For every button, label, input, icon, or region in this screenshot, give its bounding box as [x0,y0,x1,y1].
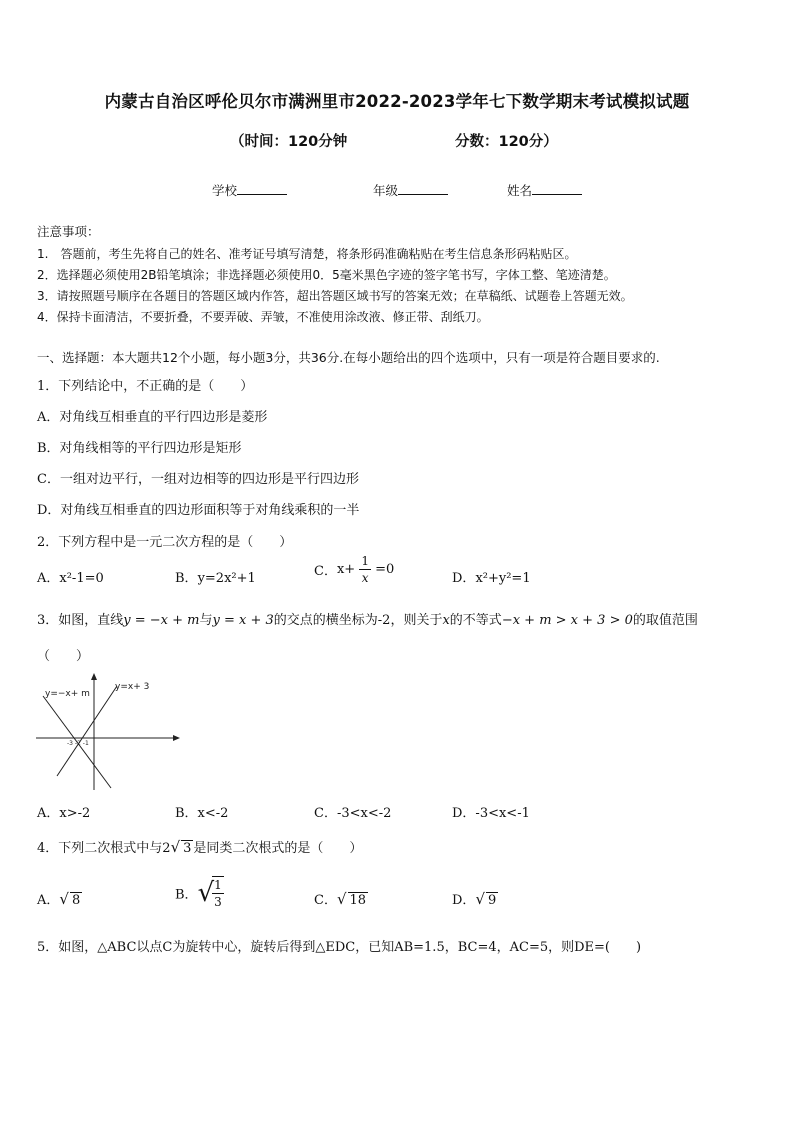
question-5-stem: 5．如图，△ABC以点C为旋转中心，旋转后得到△EDC，已知AB=1.5，BC=4，AC=5，则DE=( ) [37,940,642,955]
option-text: x²+y²=1 [475,571,531,586]
fraction-numerator: 1 [361,554,369,568]
question-3-option-a: A．x>-2 [37,806,91,821]
question-3-option-c: C．-3<x<-2 [314,806,392,821]
question-4-option-b [175,876,224,910]
option-text: x²-1=0 [59,571,104,586]
question-1-option-d: D．对角线互相垂直的四边形面积等于对角线乘积的一半 [37,503,360,518]
stem-text: 与 [199,613,213,628]
stem-text: 的交点的横坐标为-2，则关于 [273,613,443,628]
stem-text: 是同类二次根式的是（ ） [193,841,363,856]
exam-time: （时间：120分钟 [230,134,348,150]
question-3-option-b: B．x<-2 [175,806,229,821]
question-2-stem: 2．下列方程中是一元二次方程的是（ ） [37,535,293,550]
school-field [212,181,287,199]
option-text: x+ [336,562,356,577]
name-field [507,181,582,199]
exam-score: 分数：120分） [455,134,558,150]
inequality: −x + m > x + 3 > 0 [501,613,633,628]
question-1-option-a: A．对角线互相垂直的平行四边形是菱形 [37,410,268,425]
stem-text: 的取值范围 [632,613,698,628]
radical-sign-icon: √ [59,890,69,908]
page-title: 内蒙古自治区呼伦贝尔市满洲里市2022-2023学年七下数学期末考试模拟试题 [104,92,690,111]
radicand: 8 [71,893,81,908]
question-4-option-c [314,889,368,908]
radicand-fraction [212,876,224,910]
question-2-option-a [37,567,104,586]
graph-ticks: -3 -2 -1 [67,740,89,747]
stem-text: 的不等式 [449,613,502,628]
radical-sign-icon: √ [336,890,347,908]
question-2-option-c [314,553,394,586]
radical-sign-icon: √ [170,838,181,856]
question-4-option-d [452,889,498,908]
fraction-denominator: 3 [214,895,222,909]
option-label: C． [314,564,337,579]
question-3-bracket: （ ） [37,649,90,664]
variable: x [442,613,450,628]
notice-item: 1. 答题前，考生先将自己的姓名、准考证号填写清楚，将条形码准确粘贴在考生信息条形码粘贴区。 [37,247,577,261]
fraction-numerator: 1 [214,878,222,892]
graph-label-1: y=−x+ m [45,689,90,699]
option-label: B． [175,887,198,903]
option-text: =0 [375,562,395,577]
radical-sign-icon: √ [475,890,485,908]
question-1-option-c: C．一组对边平行，一组对边相等的四边形是平行四边形 [37,472,359,487]
question-4-stem [37,837,362,856]
fraction-denominator: x [361,571,369,585]
option-label: D． [452,571,476,586]
notice-item: 4．保持卡面清洁，不要折叠，不要弄破、弄皱，不准使用涂改液、修正带、刮纸刀。 [37,310,489,324]
radicand: 9 [488,893,497,908]
option-label: D． [452,893,476,908]
section-heading: 一、选择题：本大题共12个小题，每小题3分，共36分.在每小题给出的四个选项中，只有一项是符合题目要求的. [37,350,660,365]
notice-item: 3．请按照题号顺序在各题目的答题区域内作答，超出答题区域书写的答案无效；在草稿纸、试题卷上答题无效。 [37,289,633,303]
notice-item: 2．选择题必须使用2B铅笔填涂；非选择题必须使用0．5毫米黑色字迹的签字笔书写，字体工整、笔迹清楚。 [37,268,616,282]
line-x-plus-3 [57,686,117,776]
option-text: y=2x²+1 [197,571,256,586]
grade-field [373,181,448,199]
question-4-option-a [37,889,82,908]
equation: y = −x + m [123,613,200,628]
question-3-stem [37,609,698,628]
option-label: B． [175,571,198,586]
question-2-option-b [175,567,256,586]
equation: y = x + 3 [212,613,274,628]
graph-label-2: y=x+ 3 [115,682,150,692]
school-label: 学校 [212,183,238,198]
option-label: C． [314,893,337,908]
question-3-option-d: D．-3<x<-1 [452,806,530,821]
option-label: A． [37,571,60,586]
radicand: 3 [183,841,192,856]
question-1-option-b: B．对角线相等的平行四边形是矩形 [37,441,242,456]
option-label: A． [37,893,60,908]
question-1-stem: 1．下列结论中，不正确的是（ ） [37,379,254,394]
radicand: 18 [349,893,367,908]
name-blank [532,182,582,195]
y-axis-arrow [91,673,97,680]
fraction [359,553,371,586]
x-axis-arrow [173,735,180,741]
notice-title: 注意事项： [37,224,100,239]
coefficient: 2 [162,841,171,856]
grade-blank [398,182,448,195]
name-label: 姓名 [507,183,533,198]
stem-text: 4．下列二次根式中与 [37,841,163,856]
question-2-option-d [452,567,531,586]
stem-text: 3．如图，直线 [37,613,124,628]
radical-sign-icon: √ [197,878,215,908]
school-blank [237,182,287,195]
grade-label: 年级 [373,183,399,198]
question-3-graph [33,672,183,796]
